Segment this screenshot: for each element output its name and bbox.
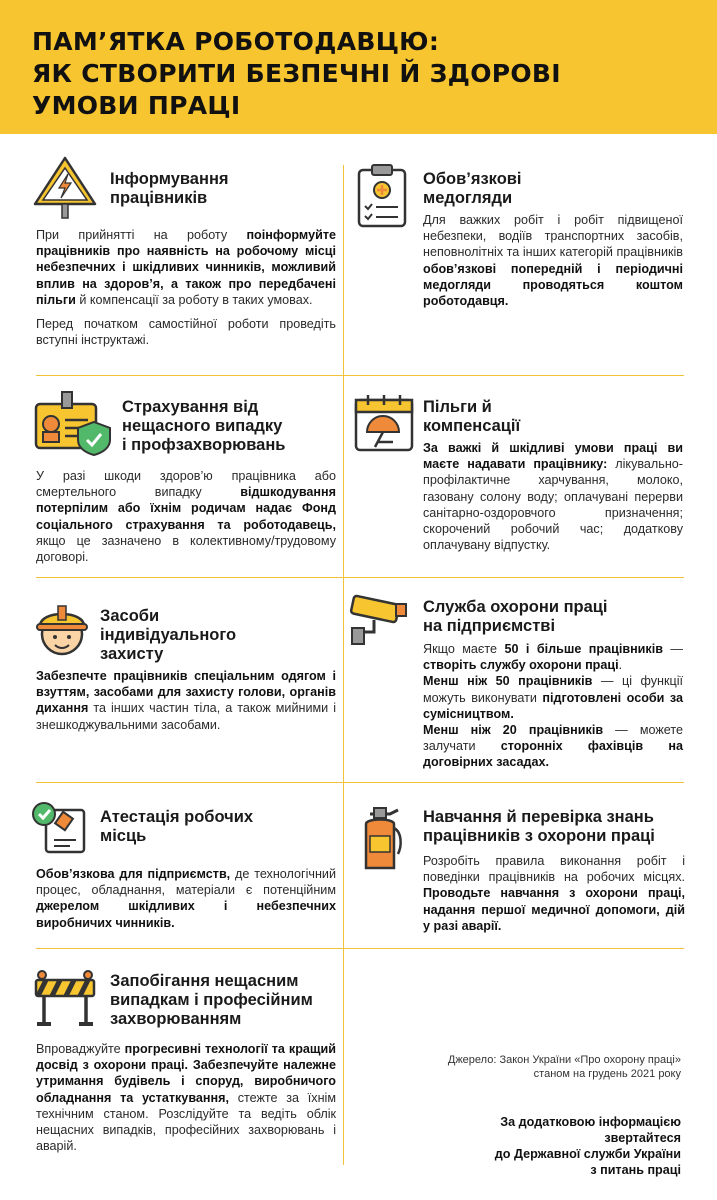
worker-helmet-icon <box>34 600 90 662</box>
attest-body <box>36 866 336 939</box>
road-barrier-icon <box>34 968 96 1028</box>
service-paragraph-2: Менш ніж 50 працівників — ці функції можуть виконувати підготовлені особи за сумісництвом. <box>423 674 683 721</box>
benefits-paragraph-1: За важкі й шкідливі умови праці ви маєте надавати працівнику: лікувально-профілактичне харчування, молоко, газовану солону воду; оплачувані перерви санітарно-оздоровчого призначення; скорочений робочий час; додаткову оплачувану відпустку. <box>423 441 683 553</box>
medical-clipboard-icon <box>356 162 408 228</box>
medical-paragraph-1: Для важких робіт і робіт підвищеної небезпеки, водіїв транспортних засобів, неповнолітніх та інших категорій працівників обов’язкові попередній і періодичні медогляди проводяться коштом роботодавця. <box>423 213 683 309</box>
source-note: Джерело: Закон України «Про охорону праці» станом на грудень 2021 року <box>447 1054 681 1080</box>
row-divider-3 <box>36 782 684 783</box>
row-divider-4 <box>36 948 684 949</box>
approved-stamp-icon <box>32 800 88 854</box>
page-title-line-2: ЯК СТВОРИТИ БЕЗПЕЧНІ Й ЗДОРОВІ <box>32 59 561 88</box>
service-body <box>423 641 683 771</box>
medical-body <box>423 212 683 317</box>
attest-paragraph-1: Обов’язкова для підприємств, де технологічний процес, обладнання, матеріали є потенційним джерелом шкідливих і небезпечних виробничих чинників. <box>36 867 336 930</box>
page-title-line-3: УМОВИ ПРАЦІ <box>32 91 241 120</box>
training-paragraph-1: Розробіть правила виконання робіт і поведінки працівників на робочих місцях. Проводьте навчання з охорони праці, надання першої медичної допомоги, дій у разі аварії. <box>423 854 685 933</box>
prevention-paragraph-1: Впроваджуйте прогресивні технології та кращий досвід з охорони праці. Забезпечуйте належне утримання будівель і споруд, виробничого обладнання та устаткування, стежте за їхнім технічним станом. Розслідуйте та ведіть облік нещасних випадків, професійних захворювань і аварій. <box>36 1042 337 1154</box>
insurance-body <box>36 468 336 573</box>
prevention-body <box>36 1041 336 1162</box>
inform-body <box>36 227 336 356</box>
service-paragraph-1: Якщо маєте 50 і більше працівників — створіть службу охорони праці. <box>423 642 684 673</box>
service-paragraph-3: Менш ніж 20 працівників — можете залучати сторонніх фахівців на договірних засадах. <box>423 723 683 770</box>
insurance-title: Страхування від нещасного випадку і профзахворювань <box>122 398 286 454</box>
inform-paragraph-2: Перед початком самостійної роботи проведіть вступні інструктажі. <box>36 317 336 348</box>
ppe-body <box>36 668 336 741</box>
inform-paragraph-1: При прийнятті на роботу поінформуйте працівників про наявність на робочому місці небезпечних і шкідливих чинників, можливий вплив на здоров’я, а також про передбачені пільги й компенсації за роботу в таких умовах. <box>36 228 336 307</box>
insurance-badge-icon <box>34 388 112 456</box>
benefits-body <box>423 440 683 561</box>
calendar-vacation-icon <box>353 392 415 454</box>
page-title-line-1: ПАМ’ЯТКА РОБОТОДАВЦЮ: <box>32 27 440 56</box>
service-title: Служба охорони праці на підприємстві <box>423 598 608 635</box>
training-body <box>423 853 685 942</box>
fire-extinguisher-icon <box>360 806 404 872</box>
inform-title: Інформування працівників <box>110 170 229 207</box>
row-divider-2 <box>36 577 684 578</box>
attest-title: Атестація робочих місць <box>100 808 254 845</box>
training-title: Навчання й перевірка знань працівників з охорони праці <box>423 808 655 845</box>
row-divider-1 <box>36 375 684 376</box>
high-voltage-warning-icon <box>32 154 98 220</box>
column-divider <box>343 165 344 1165</box>
insurance-paragraph-1: У разі шкоди здоров’ю працівника або смертельного випадку відшкодування потерпілим або їхнім родичам надає Фонд соціального страхування та роботодавець, якщо це зазначено в колективному/трудовому договорі. <box>36 469 336 565</box>
prevention-title: Запобігання нещасним випадкам і професійним захворюванням <box>110 972 313 1028</box>
security-camera-icon <box>348 594 410 646</box>
ppe-title: Засоби індивідуального захисту <box>100 607 237 663</box>
contact-note: За додатковою інформацією звертайтеся до Державної служби України з питань праці <box>494 1115 681 1177</box>
benefits-title: Пільги й компенсації <box>423 398 521 435</box>
ppe-paragraph-1: Забезпечте працівників спеціальним одягом і взуттям, засобами для захисту голови, органів дихання та інших частин тіла, а також мийними і знешкоджувальними засобами. <box>36 669 336 732</box>
medical-title: Обов’язкові медогляди <box>423 170 522 207</box>
header-banner <box>0 0 717 134</box>
